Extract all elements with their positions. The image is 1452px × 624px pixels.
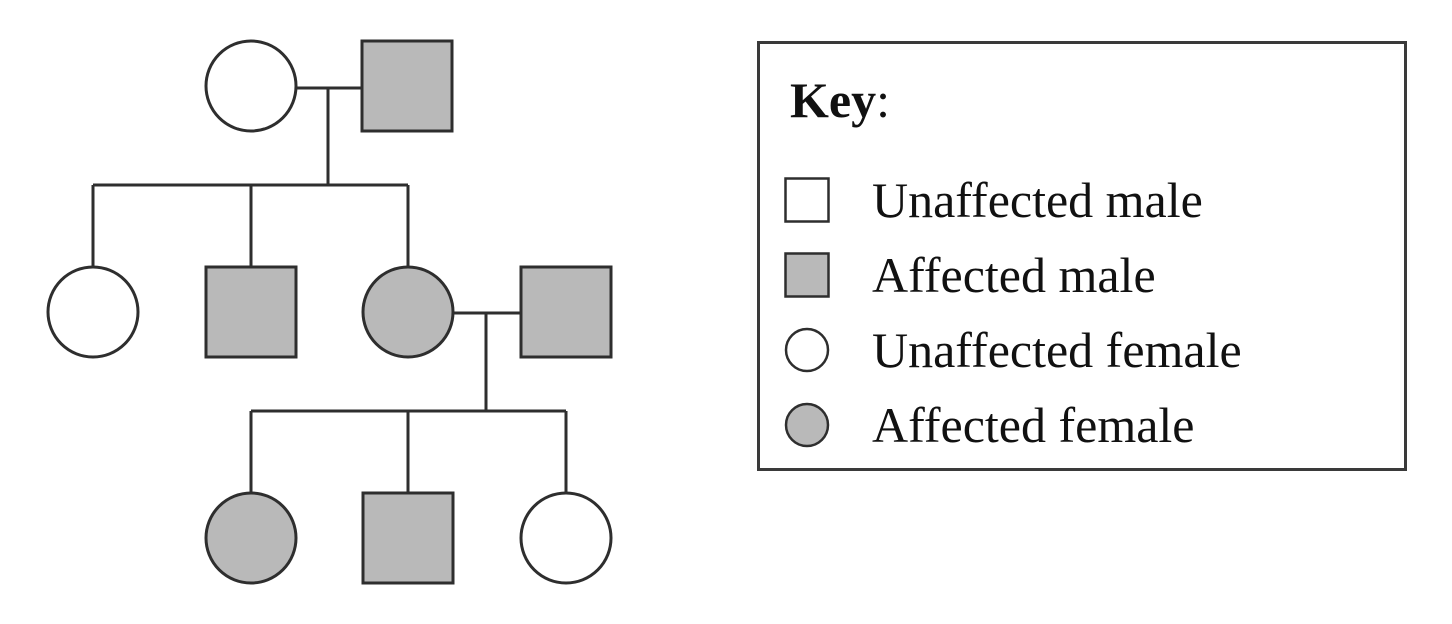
key-item-affected-male xyxy=(784,245,1156,305)
affected-female-circle-icon xyxy=(784,402,830,448)
key-item-label: Unaffected male xyxy=(872,172,1203,228)
unaffected-male-square-icon xyxy=(784,177,830,223)
unaffected-female-circle xyxy=(48,267,138,357)
affected-male-square xyxy=(362,41,452,131)
unaffected-female-circle-icon xyxy=(784,327,830,373)
key-title-bold: Key xyxy=(790,72,877,128)
key-item-affected-female xyxy=(784,395,1195,455)
affected-female-circle xyxy=(206,493,296,583)
key-box xyxy=(757,41,1407,471)
key-item-unaffected-female xyxy=(784,320,1242,380)
affected-male-square xyxy=(363,493,453,583)
pedigree-lines xyxy=(93,88,566,493)
key-item-label: Affected female xyxy=(872,397,1195,453)
unaffected-female-circle xyxy=(206,41,296,131)
affected-male-square xyxy=(521,267,611,357)
key-title xyxy=(790,70,890,130)
key-title-colon: : xyxy=(876,72,890,128)
affected-male-square xyxy=(206,267,296,357)
key-item-unaffected-male xyxy=(784,170,1203,230)
key-item-label: Unaffected female xyxy=(872,322,1242,378)
unaffected-female-circle xyxy=(521,493,611,583)
affected-male-square-icon xyxy=(784,252,830,298)
affected-female-circle xyxy=(363,267,453,357)
key-item-label: Affected male xyxy=(872,247,1156,303)
